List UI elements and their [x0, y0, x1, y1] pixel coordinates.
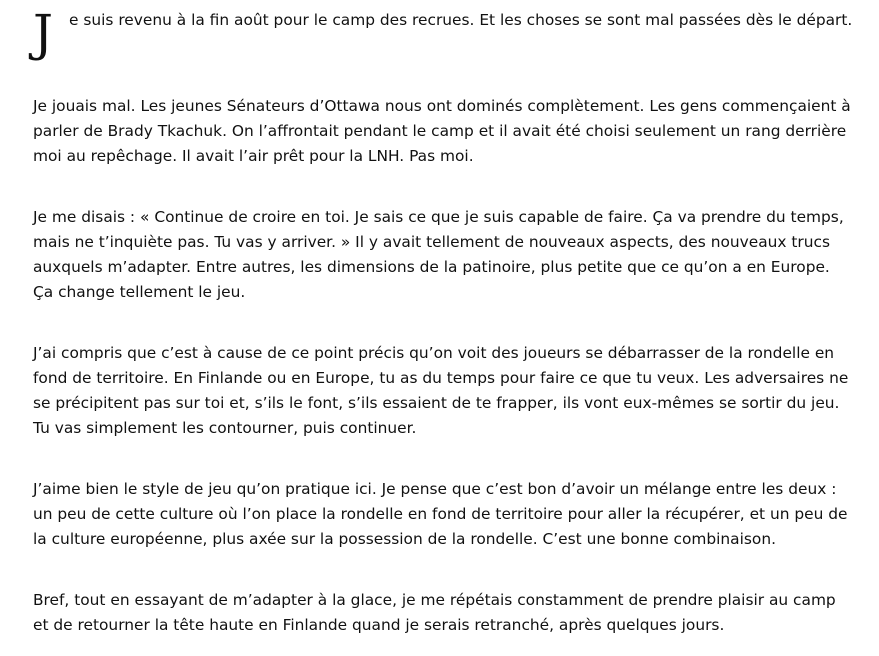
- article-paragraph-6: Bref, tout en essayant de m’adapter à la glace, je me répétais constamment de prendre plaisir au camp et de retourner la tête haute en Finlande quand je serais retranché, après quelques jours.: [33, 591, 836, 634]
- article-paragraph-4: J’ai compris que c’est à cause de ce point précis qu’on voit des joueurs se débarrasser de la rondelle en fond de territoire. En Finlande ou en Europe, tu as du temps pour faire ce que tu veux. Les adversaires ne se précipitent pas sur toi et, s’ils le font, s’ils essaient de te frapper, ils vont eux-mêmes se sortir du jeu. Tu vas simplement les contourner, puis continuer.: [33, 344, 849, 437]
- paragraph-text: e suis revenu à la fin août pour le camp des recrues. Et les choses se sont mal passées dès le départ.: [69, 11, 853, 29]
- article-paragraph-1: [33, 4, 853, 62]
- article-paragraph-2: Je jouais mal. Les jeunes Sénateurs d’Ottawa nous ont dominés complètement. Les gens commençaient à parler de Brady Tkachuk. On l’affrontait pendant le camp et il avait été choisi seulement un rang derrière moi au repêchage. Il avait l’air prêt pour la LNH. Pas moi.: [33, 97, 851, 165]
- article-paragraph-5: J’aime bien le style de jeu qu’on pratique ici. Je pense que c’est bon d’avoir un mélange entre les deux : un peu de cette culture où l’on place la rondelle en fond de territoire pour aller la récupérer, et un peu de la culture européenne, plus axée sur la possession de la rondelle. C’est une bonne combinaison.: [33, 480, 848, 548]
- drop-cap: J: [33, 4, 54, 62]
- article-paragraph-3: Je me disais : « Continue de croire en toi. Je sais ce que je suis capable de faire. Ça va prendre du temps, mais ne t’inquiète pas. Tu vas y arriver. » Il y avait tellement de nouveaux aspects, des nouveaux trucs auxquels m’adapter. Entre autres, les dimensions de la patinoire, plus petite que ce qu’on a en Europe. Ça change tellement le jeu.: [33, 208, 844, 301]
